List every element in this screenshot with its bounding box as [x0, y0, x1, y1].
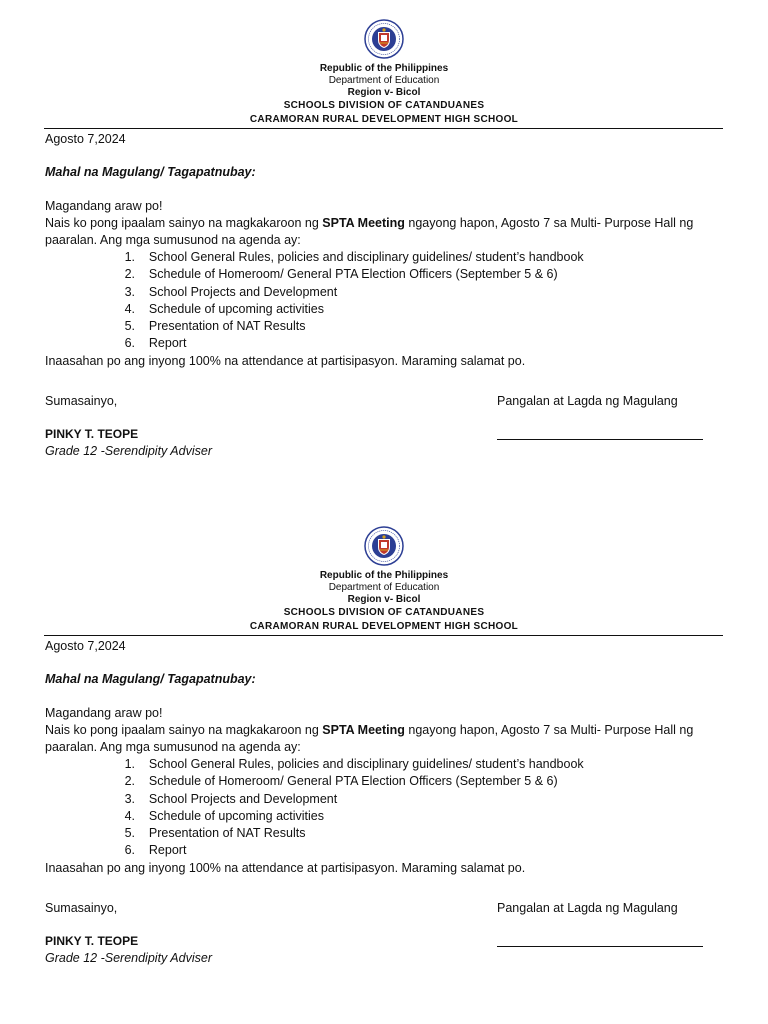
deped-seal-icon	[364, 526, 404, 566]
parent-signature-label: Pangalan at Lagda ng Magulang	[497, 394, 678, 408]
body-prefix: Nais ko pong ipaalam sainyo na magkakaroon ng	[45, 723, 323, 737]
letter-copy-2	[0, 507, 768, 1014]
agenda-item: 5. Presentation of NAT Results	[124, 319, 306, 334]
letter-greeting: Magandang araw po!	[45, 199, 163, 213]
parent-signature-line	[497, 946, 703, 947]
header-region: Region v- Bicol	[347, 87, 421, 98]
header-department: Department of Education	[328, 75, 440, 86]
header-country: Republic of the Philippines	[319, 570, 449, 581]
letter-date: Agosto 7,2024	[45, 639, 126, 653]
meeting-name: SPTA Meeting	[322, 723, 405, 737]
agenda-item: 4. Schedule of upcoming activities	[124, 808, 325, 823]
agenda-item: 2. Schedule of Homeroom/ General PTA Election Officers (September 5 & 6)	[124, 267, 558, 282]
agenda-item: 1. School General Rules, policies and disciplinary guidelines/ student’s handbook	[124, 250, 584, 264]
agenda-list	[108, 249, 584, 353]
agenda-list	[108, 756, 584, 860]
letter-greeting: Magandang araw po!	[45, 706, 163, 720]
letter-salutation: Mahal na Magulang/ Tagapatnubay:	[45, 672, 256, 686]
letter-closing: Inaasahan po ang inyong 100% na attendance at partisipasyon. Maraming salamat po.	[45, 354, 526, 368]
teacher-name: PINKY T. TEOPE	[45, 934, 139, 948]
body-suffix: ngayong hapon, Agosto 7 sa Multi- Purpose Hall ng	[404, 723, 694, 737]
letter-copy-1	[0, 0, 768, 507]
header-divider	[44, 635, 723, 636]
sign-off: Sumasainyo,	[45, 394, 118, 408]
teacher-name: PINKY T. TEOPE	[45, 427, 139, 441]
agenda-item: 3. School Projects and Development	[124, 791, 338, 806]
agenda-item: 4. Schedule of upcoming activities	[124, 301, 325, 316]
agenda-item: 6. Report	[124, 336, 187, 351]
deped-seal-icon	[364, 19, 404, 59]
letter-body-line-1	[45, 215, 693, 231]
teacher-role: Grade 12 -Serendipity Adviser	[45, 444, 212, 458]
letter-body-line-2: paaralan. Ang mga sumusunod na agenda ay:	[45, 233, 301, 247]
letter-date: Agosto 7,2024	[45, 132, 126, 146]
agenda-item: 2. Schedule of Homeroom/ General PTA Election Officers (September 5 & 6)	[124, 774, 558, 789]
agenda-item: 6. Report	[124, 843, 187, 858]
header-school: CARAMORAN RURAL DEVELOPMENT HIGH SCHOOL	[249, 621, 519, 632]
header-region: Region v- Bicol	[347, 594, 421, 605]
header-school: CARAMORAN RURAL DEVELOPMENT HIGH SCHOOL	[249, 114, 519, 125]
letter-closing: Inaasahan po ang inyong 100% na attendance at partisipasyon. Maraming salamat po.	[45, 861, 526, 875]
header-divider	[44, 128, 723, 129]
agenda-item: 1. School General Rules, policies and disciplinary guidelines/ student’s handbook	[124, 757, 584, 771]
meeting-name: SPTA Meeting	[322, 216, 405, 230]
header-department: Department of Education	[328, 582, 440, 593]
header-country: Republic of the Philippines	[319, 63, 449, 74]
parent-signature-line	[497, 439, 703, 440]
body-suffix: ngayong hapon, Agosto 7 sa Multi- Purpose Hall ng	[404, 216, 694, 230]
parent-signature-label: Pangalan at Lagda ng Magulang	[497, 901, 678, 915]
header-division: SCHOOLS DIVISION OF CATANDUANES	[283, 607, 485, 618]
letter-body-line-1	[45, 722, 693, 738]
header-division: SCHOOLS DIVISION OF CATANDUANES	[283, 100, 485, 111]
letter-salutation: Mahal na Magulang/ Tagapatnubay:	[45, 165, 256, 179]
body-prefix: Nais ko pong ipaalam sainyo na magkakaroon ng	[45, 216, 323, 230]
letter-body-line-2: paaralan. Ang mga sumusunod na agenda ay:	[45, 740, 301, 754]
teacher-role: Grade 12 -Serendipity Adviser	[45, 951, 212, 965]
sign-off: Sumasainyo,	[45, 901, 118, 915]
agenda-item: 3. School Projects and Development	[124, 284, 338, 299]
agenda-item: 5. Presentation of NAT Results	[124, 826, 306, 841]
